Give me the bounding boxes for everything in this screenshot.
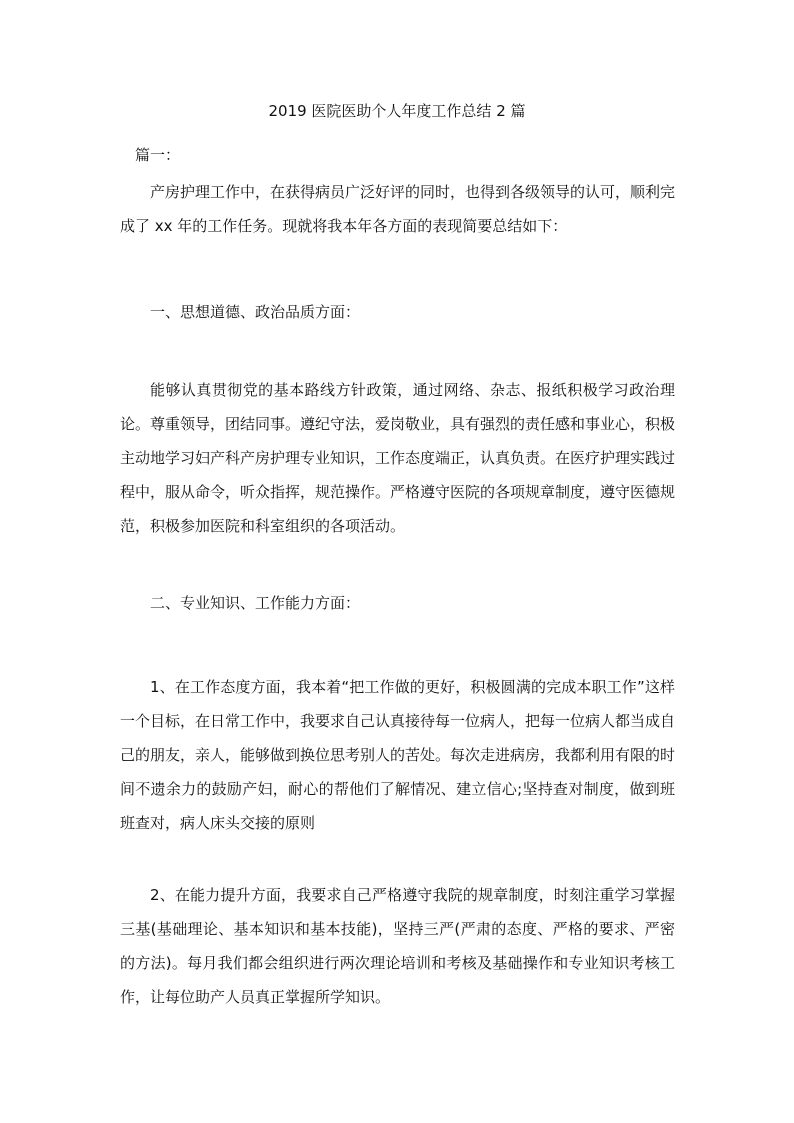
part-label: 篇一： xyxy=(135,146,181,164)
document-title: 2019 医院医助个人年度工作总结 2 篇 xyxy=(268,102,526,120)
skills-item-ability: 2、在能力提升方面，我要求自己严格遵守我院的规章制度，时刻注重学习掌握三基(基础理论、基本知识和基本技能)，坚持三严(严肃的态度、严格的要求、严密的方法)。每月我们都会组织进行两次理论培训和考核及基础操作和专业知识考核工作，让每位助产人员真正掌握所学知识。 xyxy=(120,886,675,1006)
ideology-paragraph: 能够认真贯彻党的基本路线方针政策，通过网络、杂志、报纸积极学习政治理论。尊重领导，团结同事。遵纪守法，爱岗敬业，具有强烈的责任感和事业心，积极主动地学习妇产科产房护理专业知识，工作态度端正，认真负责。在医疗护理实践过程中，服从命令，听众指挥，规范操作。严格遵守医院的各项规章制度，遵守医德规范，积极参加医院和科室组织的各项活动。 xyxy=(120,381,676,535)
section-heading-skills: 二、专业知识、工作能力方面： xyxy=(150,594,361,612)
intro-paragraph: 产房护理工作中，在获得病员广泛好评的同时，也得到各级领导的认可，顺利完成了 xx 年的工作任务。现就将我本年各方面的表现简要总结如下： xyxy=(120,183,676,235)
section-heading-ideology: 一、思想道德、政治品质方面： xyxy=(150,303,361,321)
skills-item-attitude: 1、在工作态度方面，我本着“把工作做的更好，积极圆满的完成本职工作”这样一个目标，在日常工作中，我要求自己认真接待每一位病人，把每一位病人都当成自己的朋友，亲人，能够做到换位思考别人的苦处。每次走进病房，我都利用有限的时间不遗余力的鼓励产妇，耐心的帮他们了解情况、建立信心;坚持查对制度，做到班班查对，病人床头交接的原则 xyxy=(120,678,676,832)
